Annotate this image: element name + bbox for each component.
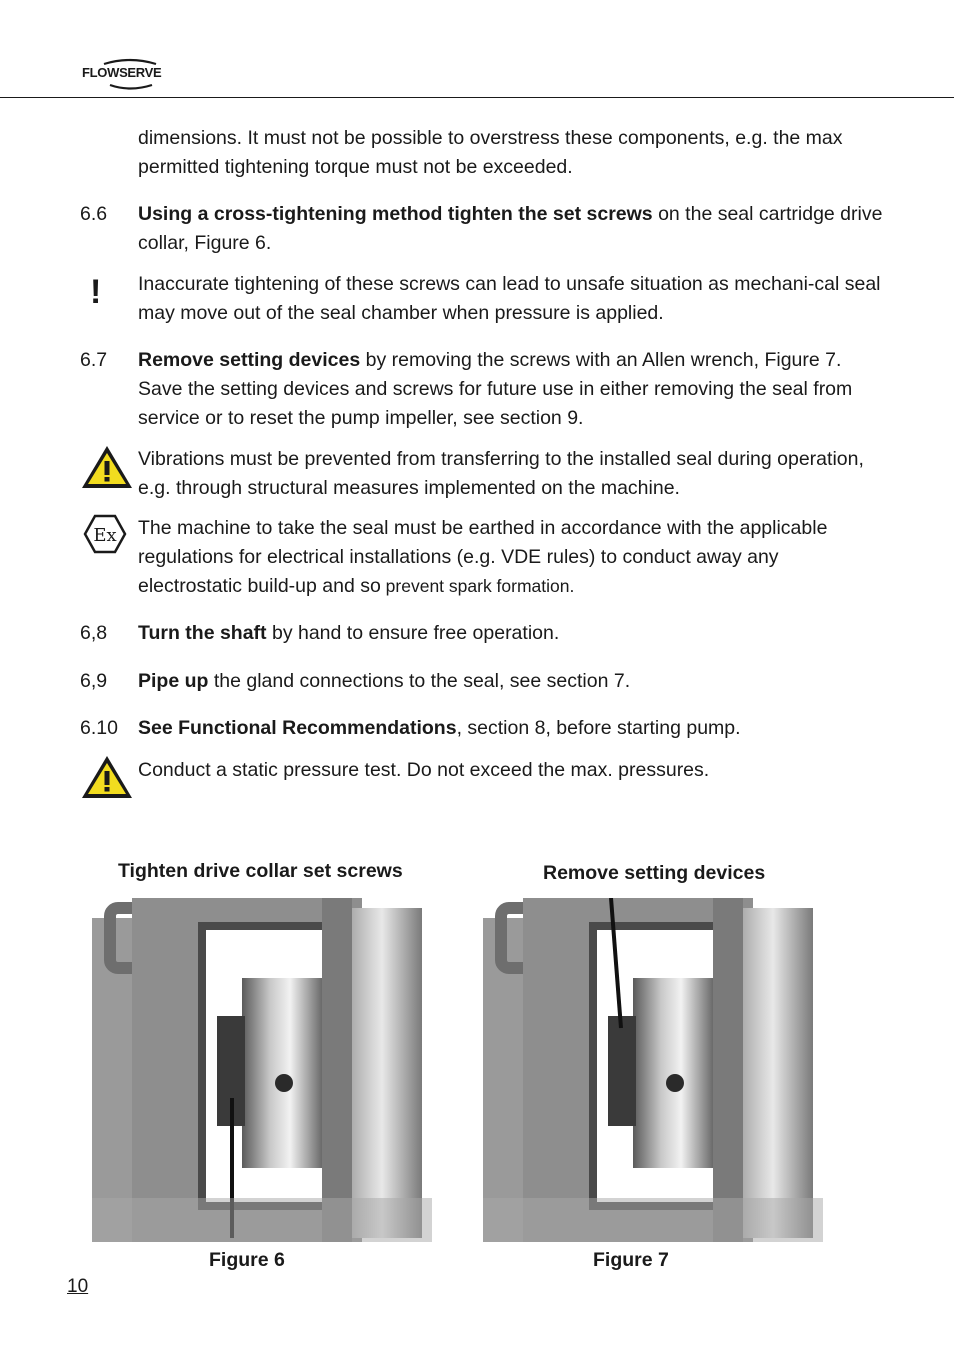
step-number: 6.10 bbox=[80, 717, 118, 739]
page-number: 10 bbox=[67, 1276, 89, 1297]
warning-triangle-icon bbox=[80, 444, 134, 490]
step-6-6-text bbox=[138, 200, 883, 258]
step-body: the gland connections to the seal, see section 7. bbox=[208, 670, 631, 692]
step-6-10-text bbox=[138, 714, 883, 743]
header-divider bbox=[0, 97, 954, 98]
step-body: by removing the screws with an Allen wrench, Figure 7. Save the setting devices and screws for future use in either removing the seal from service or to reset the pump impeller, see section 9. bbox=[138, 349, 853, 429]
figure-6-title: Tighten drive collar set screws bbox=[118, 860, 403, 882]
caution-text: Inaccurate tightening of these screws can lead to unsafe situation as mechani-cal seal may move out of the seal chamber when pressure is applied. bbox=[138, 273, 881, 324]
flowserve-logo bbox=[82, 58, 182, 92]
figure-7-title: Remove setting devices bbox=[543, 862, 766, 884]
pressure-warning-text: Conduct a static pressure test. Do not exceed the max. pressures. bbox=[138, 759, 710, 781]
figure-6-caption: Figure 6 bbox=[209, 1249, 285, 1271]
ex-notice-text bbox=[138, 514, 883, 601]
vibration-warning-text: Vibrations must be prevented from transferring to the installed seal during operation, e.g. through structural measures implemented on the machine. bbox=[138, 448, 864, 499]
warning-triangle-icon bbox=[80, 754, 134, 800]
figure-7-caption: Figure 7 bbox=[593, 1249, 669, 1271]
step-6-7-text bbox=[138, 346, 883, 433]
step-heading: Remove setting devices bbox=[138, 349, 361, 371]
step-body: , section 8, before starting pump. bbox=[456, 717, 741, 739]
svg-text:Ex: Ex bbox=[93, 525, 117, 546]
step-body: on the seal cartridge drive collar, Figure 6. bbox=[138, 203, 883, 254]
step-body: by hand to ensure free operation. bbox=[266, 622, 560, 644]
step-6-8-text bbox=[138, 619, 883, 648]
intro-paragraph: dimensions. It must not be possible to overstress these components, e.g. the max permitted tightening torque must not be exceeded. bbox=[138, 127, 843, 178]
step-6-9-text bbox=[138, 667, 883, 696]
step-number: 6.6 bbox=[80, 203, 108, 225]
ex-notice-main: The machine to take the seal must be earthed in accordance with the applicable regulations for electrical installations (e.g. VDE rules) to conduct away any electrostatic build-up and so bbox=[138, 517, 828, 597]
step-heading: See Functional Recommendations bbox=[138, 717, 457, 739]
logo-wordmark: FLOWSERVE bbox=[82, 65, 162, 80]
step-number: 6.7 bbox=[80, 349, 108, 371]
step-number: 6,8 bbox=[80, 622, 108, 644]
step-heading: Pipe up bbox=[138, 670, 209, 692]
figure-6-seal-photo bbox=[92, 898, 432, 1242]
step-heading: Turn the shaft bbox=[138, 622, 267, 644]
figure-7-seal-photo bbox=[483, 898, 823, 1242]
explosion-protection-icon bbox=[83, 514, 127, 554]
step-number: 6,9 bbox=[80, 670, 108, 692]
step-heading: Using a cross-tightening method tighten the set screws bbox=[138, 203, 653, 225]
caution-mark: ! bbox=[90, 273, 102, 311]
ex-notice-tail: prevent spark formation. bbox=[380, 576, 575, 596]
